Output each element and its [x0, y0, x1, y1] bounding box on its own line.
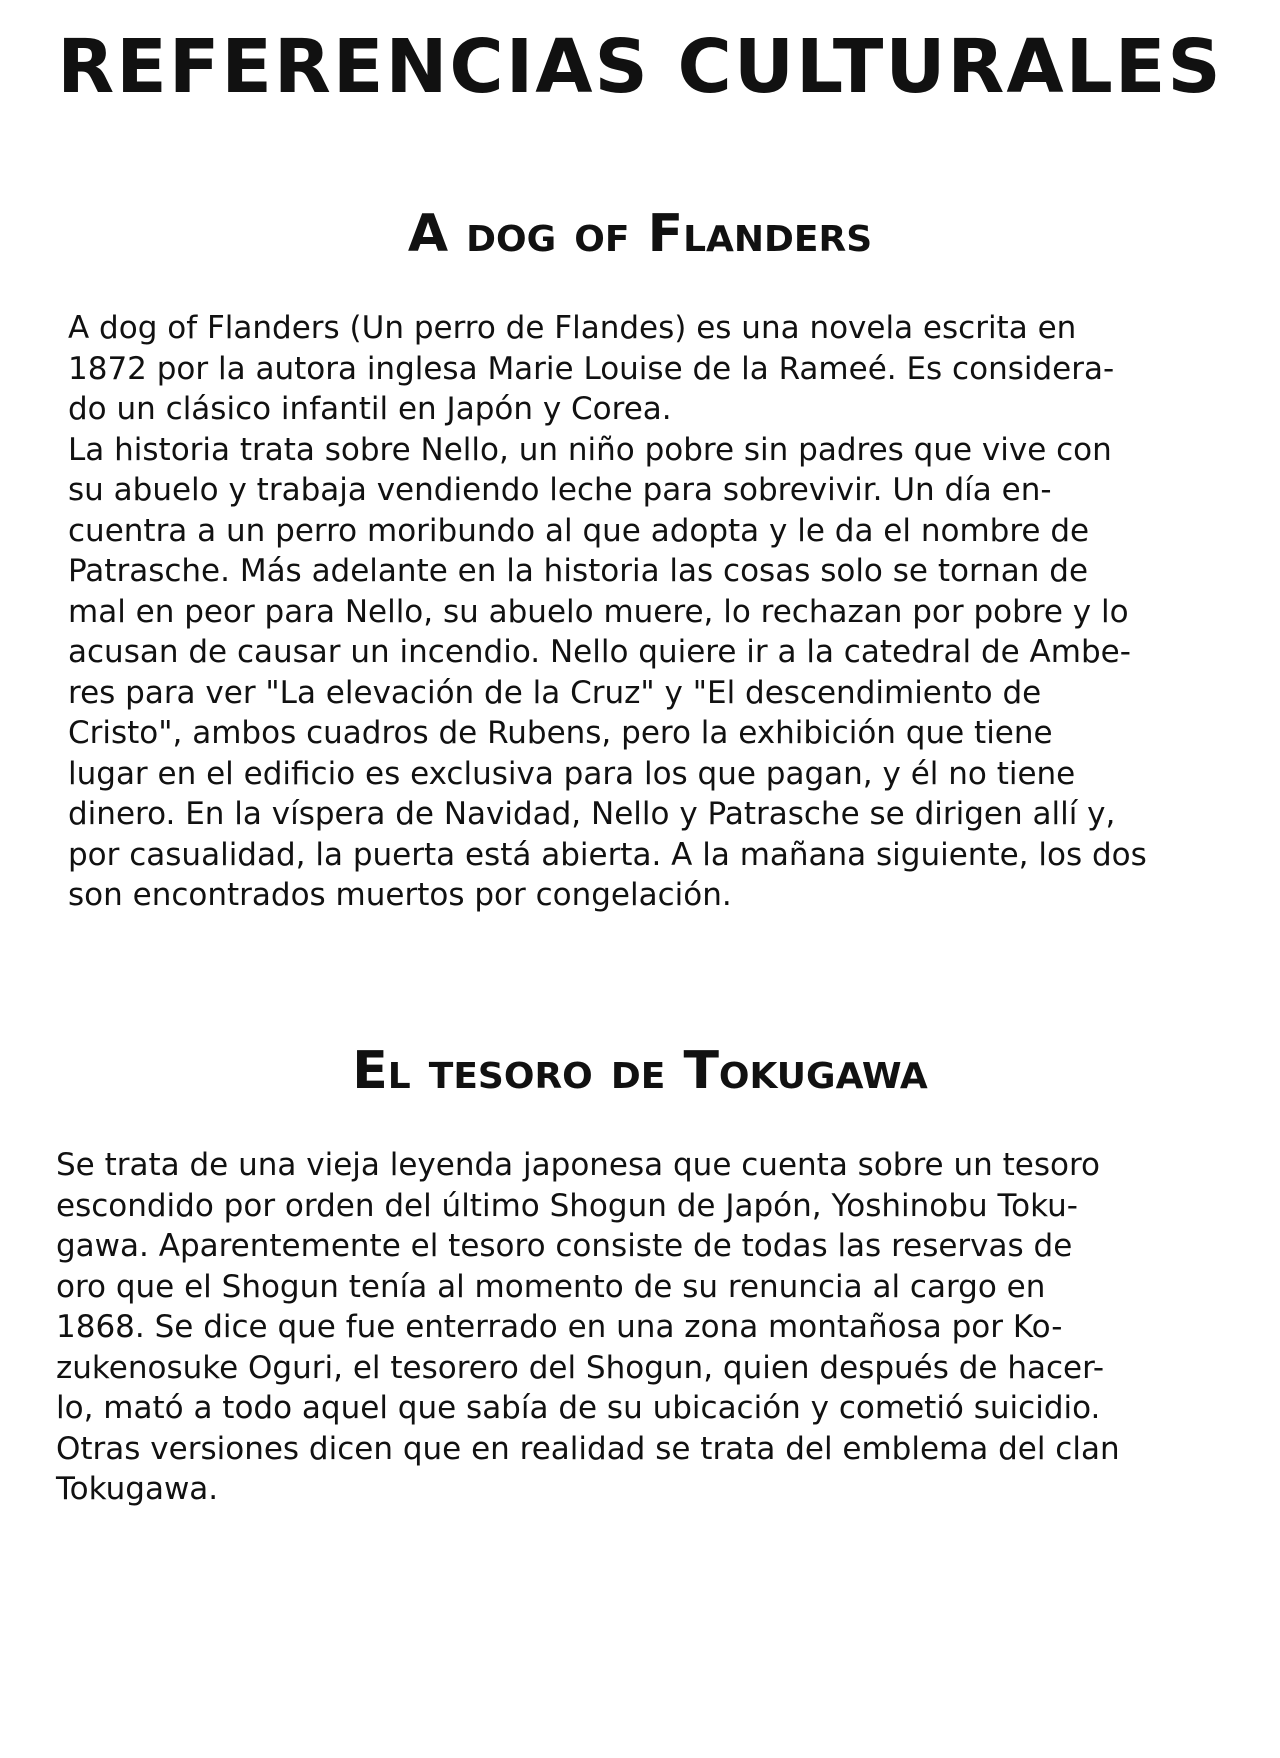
text-line: 1868. Se dice que fue enterrado en una zona montañosa por Ko- [56, 1309, 1063, 1345]
text-line: do un clásico infantil en Japón y Corea. [68, 391, 672, 427]
text-line: lugar en el edificio es exclusiva para los que pagan, y él no tiene [68, 755, 1076, 792]
text-line: Tokugawa. [56, 1471, 219, 1507]
text-line: res para ver "La elevación de la Cruz" y "El descendimiento de [68, 674, 1042, 711]
text-line: su abuelo y trabaja vendiendo leche para sobrevivir. Un día en- [68, 472, 1052, 508]
text-line: acusan de causar un incendio. Nello quiere ir a la catedral de Ambe- [68, 634, 1131, 670]
text-line: zukenosuke Oguri, el tesorero del Shogun, quien después de hacer- [56, 1349, 1105, 1386]
text-line: cuentra a un perro moribundo al que adopta y le da el nombre de [68, 512, 1090, 549]
text-line: escondido por orden del último Shogun de Japón, Yoshinobu Toku- [56, 1187, 1078, 1224]
text-line: lo, mató a todo aquel que sabía de su ubicación y cometió suicidio. [56, 1390, 1101, 1426]
text-line: A dog of Flanders (Un perro de Flandes) es una novela escrita en [68, 310, 1077, 346]
text-line: 1872 por la autora inglesa Marie Louise de la Rameé. Es considera- [68, 350, 1115, 387]
text-line: dinero. En la víspera de Navidad, Nello y Patrasche se dirigen allí y, [68, 796, 1116, 832]
section-heading-tesoro-tokugawa: El tesoro de Tokugawa [352, 1041, 928, 1101]
text-line: mal en peor para Nello, su abuelo muere, lo rechazan por pobre y lo [68, 593, 1129, 630]
text-line: Se trata de una vieja leyenda japonesa que cuenta sobre un tesoro [56, 1147, 1100, 1183]
text-line: Otras versiones dicen que en realidad se trata del emblema del clan [56, 1430, 1120, 1467]
text-line: son encontrados muertos por congelación. [68, 877, 732, 913]
page-title: REFERENCIAS CULTURALES [57, 24, 1223, 110]
section-body-tesoro-tokugawa [56, 1145, 1236, 1510]
text-line: gawa. Aparentemente el tesoro consiste de todas las reservas de [56, 1228, 1073, 1264]
section-body-dog-of-flanders [68, 308, 1238, 916]
text-line: Patrasche. Más adelante en la historia las cosas solo se tornan de [68, 553, 1089, 589]
text-line: Cristo", ambos cuadros de Rubens, pero la exhibición que tiene [68, 715, 1053, 751]
text-line: oro que el Shogun tenía al momento de su renuncia al cargo en [56, 1268, 1046, 1305]
text-line: La historia trata sobre Nello, un niño pobre sin padres que vive con [68, 431, 1112, 468]
section-heading-dog-of-flanders: A dog of Flanders [407, 204, 873, 264]
text-line: por casualidad, la puerta está abierta. A la mañana siguiente, los dos [68, 836, 1147, 873]
